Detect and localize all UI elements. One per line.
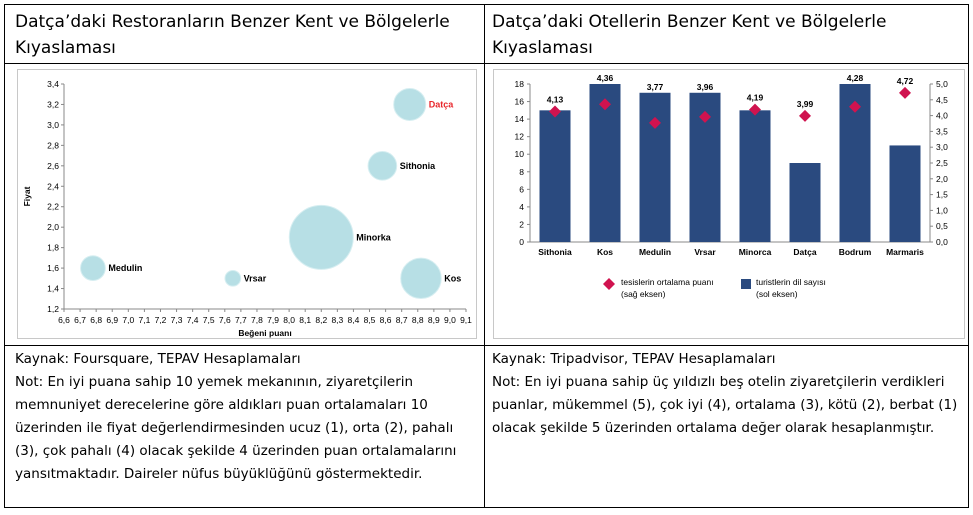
x-tick-label: 8,1 [299,315,312,325]
restaurant-bubble-chart [17,69,477,339]
bubble-label: Medulin [108,263,143,274]
y-tick-label: 1,8 [47,242,59,253]
left-tick-label: 4 [519,201,524,212]
bubble-kos [401,258,441,298]
category-label: Datça [793,247,817,257]
legend-label: (sol eksen) [756,289,798,299]
bubble-label: Minorka [356,232,391,243]
x-tick-label: 7,8 [251,315,263,325]
x-tick-label: 8,8 [411,315,424,325]
x-tick-label: 7,7 [234,315,247,325]
x-tick-label: 7,5 [202,315,215,325]
category-label: Kos [596,247,614,257]
score-label: 4,72 [896,75,914,86]
right-tick-label: 2,5 [936,158,948,168]
bubble-vrsar [225,270,241,286]
bar-chart-svg [494,70,964,338]
x-tick-label: 9,1 [460,315,472,325]
left-tick-label: 2 [519,219,524,230]
y-tick-label: 2,6 [47,160,59,171]
restaurant-notes [15,348,475,486]
bar-minorca [740,110,771,242]
right-tick-label: 0,5 [936,221,948,232]
left-tick-label: 12 [514,131,524,142]
y-axis-title: Fiyat [22,186,32,207]
score-marker [799,110,811,122]
bar-datça [790,163,821,242]
y-tick-label: 2,0 [47,222,59,233]
left-tick-label: 8 [519,166,524,177]
score-label: 4,28 [846,73,864,83]
x-axis-title: Beğeni puanı [238,328,292,338]
right-tick-label: 1,5 [936,189,948,200]
x-tick-label: 6,8 [90,315,103,325]
legend-label: tesislerin ortalama puanı [621,277,714,287]
x-tick-label: 9,0 [444,315,456,325]
x-tick-label: 8,4 [347,315,360,325]
x-tick-label: 8,9 [427,315,440,325]
right-tick-label: 0,0 [936,237,948,247]
y-tick-label: 1,6 [47,263,59,274]
bubble-label: Vrsar [243,273,267,284]
score-label: 4,36 [596,73,614,83]
x-tick-label: 8,2 [315,315,328,325]
x-tick-label: 7,2 [154,315,167,325]
right-tick-label: 3,0 [936,142,948,153]
score-label: 3,99 [796,98,814,109]
right-tick-label: 4,0 [936,110,948,121]
score-label: 3,96 [696,81,714,92]
y-tick-label: 2,8 [47,140,59,151]
x-tick-label: 6,9 [106,315,119,325]
bubble-label: Kos [444,273,462,284]
bubble-label: Datça [428,99,454,110]
restaurant-source: Kaynak: Foursquare, TEPAV Hesaplamaları [15,351,301,367]
x-tick-label: 8,3 [331,315,344,325]
category-label: Vrsar [694,247,716,257]
bar-marmaris [890,145,921,242]
y-tick-label: 1,4 [47,283,59,294]
category-label: Bodrum [838,247,872,257]
legend-label: turistlerin dil sayısı [756,277,826,287]
legend-label: (sağ eksen) [621,289,666,299]
category-label: Medulin [638,247,672,257]
legend-marker-icon [603,278,615,290]
left-tick-label: 18 [514,79,524,89]
bubble-chart-svg [18,70,476,338]
right-tick-label: 4,5 [936,94,948,105]
left-tick-label: 16 [514,96,524,107]
restaurant-note: Not: En iyi puana sahip 10 yemek mekanının, ziyaretçilerin memnuniyet derecelerine göre aldıkları puan ortalamaları 10 üzerinden ile fiyat değerlendirmesinden ucuz (1), orta (2), pahalı (3), çok pahalı (4) olacak şekilde 4 üzerinden puan ortalamalarını yansıtmaktadır. Daireler nüfus büyüklüğünü göstermektedir. [15,374,457,482]
x-tick-label: 7,4 [186,315,199,325]
category-label: Sithonia [538,247,572,257]
category-label: Marmaris [886,247,924,257]
bubble-datça [394,88,426,120]
bubble-minorka [289,205,353,269]
left-tick-label: 10 [514,149,524,160]
bar-sithonia [540,110,571,242]
score-marker [899,87,911,99]
row-divider-title [5,63,968,64]
bubble-medulin [81,256,106,281]
category-label: Minorca [738,247,772,257]
x-tick-label: 6,6 [58,315,70,325]
hotel-source: Kaynak: Tripadvisor, TEPAV Hesaplamaları [492,351,776,367]
x-tick-label: 7,6 [218,315,231,325]
y-tick-label: 3,2 [47,99,59,110]
x-tick-label: 7,1 [138,315,151,325]
y-tick-label: 2,2 [47,201,59,212]
y-tick-label: 2,4 [47,181,59,192]
hotel-note: Not: En iyi puana sahip üç yıldızlı beş otelin ziyaretçilerin verdikleri puanlar, mükemmel (5), çok iyi (4), ortalama (3), kötü (2), berbat (1) olacak şekilde 5 üzerinden ortalama değer olarak hesaplanmıştır. [492,374,958,436]
left-tick-label: 0 [519,237,524,247]
score-label: 3,77 [646,81,664,92]
hotel-bar-chart [493,69,965,339]
left-tick-label: 14 [514,114,524,125]
x-tick-label: 7,9 [267,315,279,325]
legend-bar-icon [741,279,751,289]
x-tick-label: 8,7 [395,315,408,325]
right-tick-label: 3,5 [936,126,948,137]
hotel-chart-title: Datça’daki Otellerin Benzer Kent ve Bölgelerle Kıyaslaması [492,12,887,58]
y-tick-label: 1,2 [47,304,59,314]
left-tick-label: 6 [519,184,524,195]
x-tick-label: 7,3 [170,315,183,325]
bar-medulin [640,93,671,242]
bubble-sithonia [368,152,397,181]
x-tick-label: 8,0 [283,315,296,325]
y-tick-label: 3,0 [47,119,59,130]
comparison-table [4,4,969,508]
score-label: 4,19 [746,92,764,103]
x-tick-label: 7,0 [122,315,135,325]
right-tick-label: 5,0 [936,79,948,89]
right-tick-label: 2,0 [936,173,948,184]
x-tick-label: 8,5 [363,315,376,325]
right-tick-label: 1,0 [936,205,948,216]
restaurant-chart-title: Datça’daki Restoranların Benzer Kent ve Bölgelerle Kıyaslaması [15,12,450,58]
score-label: 4,13 [546,94,564,105]
column-divider [484,5,485,507]
x-tick-label: 6,7 [74,315,86,325]
x-tick-label: 8,6 [379,315,392,325]
hotel-notes [492,348,962,440]
row-divider-notes [5,345,968,346]
bubble-label: Sithonia [399,160,436,171]
y-tick-label: 3,4 [47,79,59,89]
